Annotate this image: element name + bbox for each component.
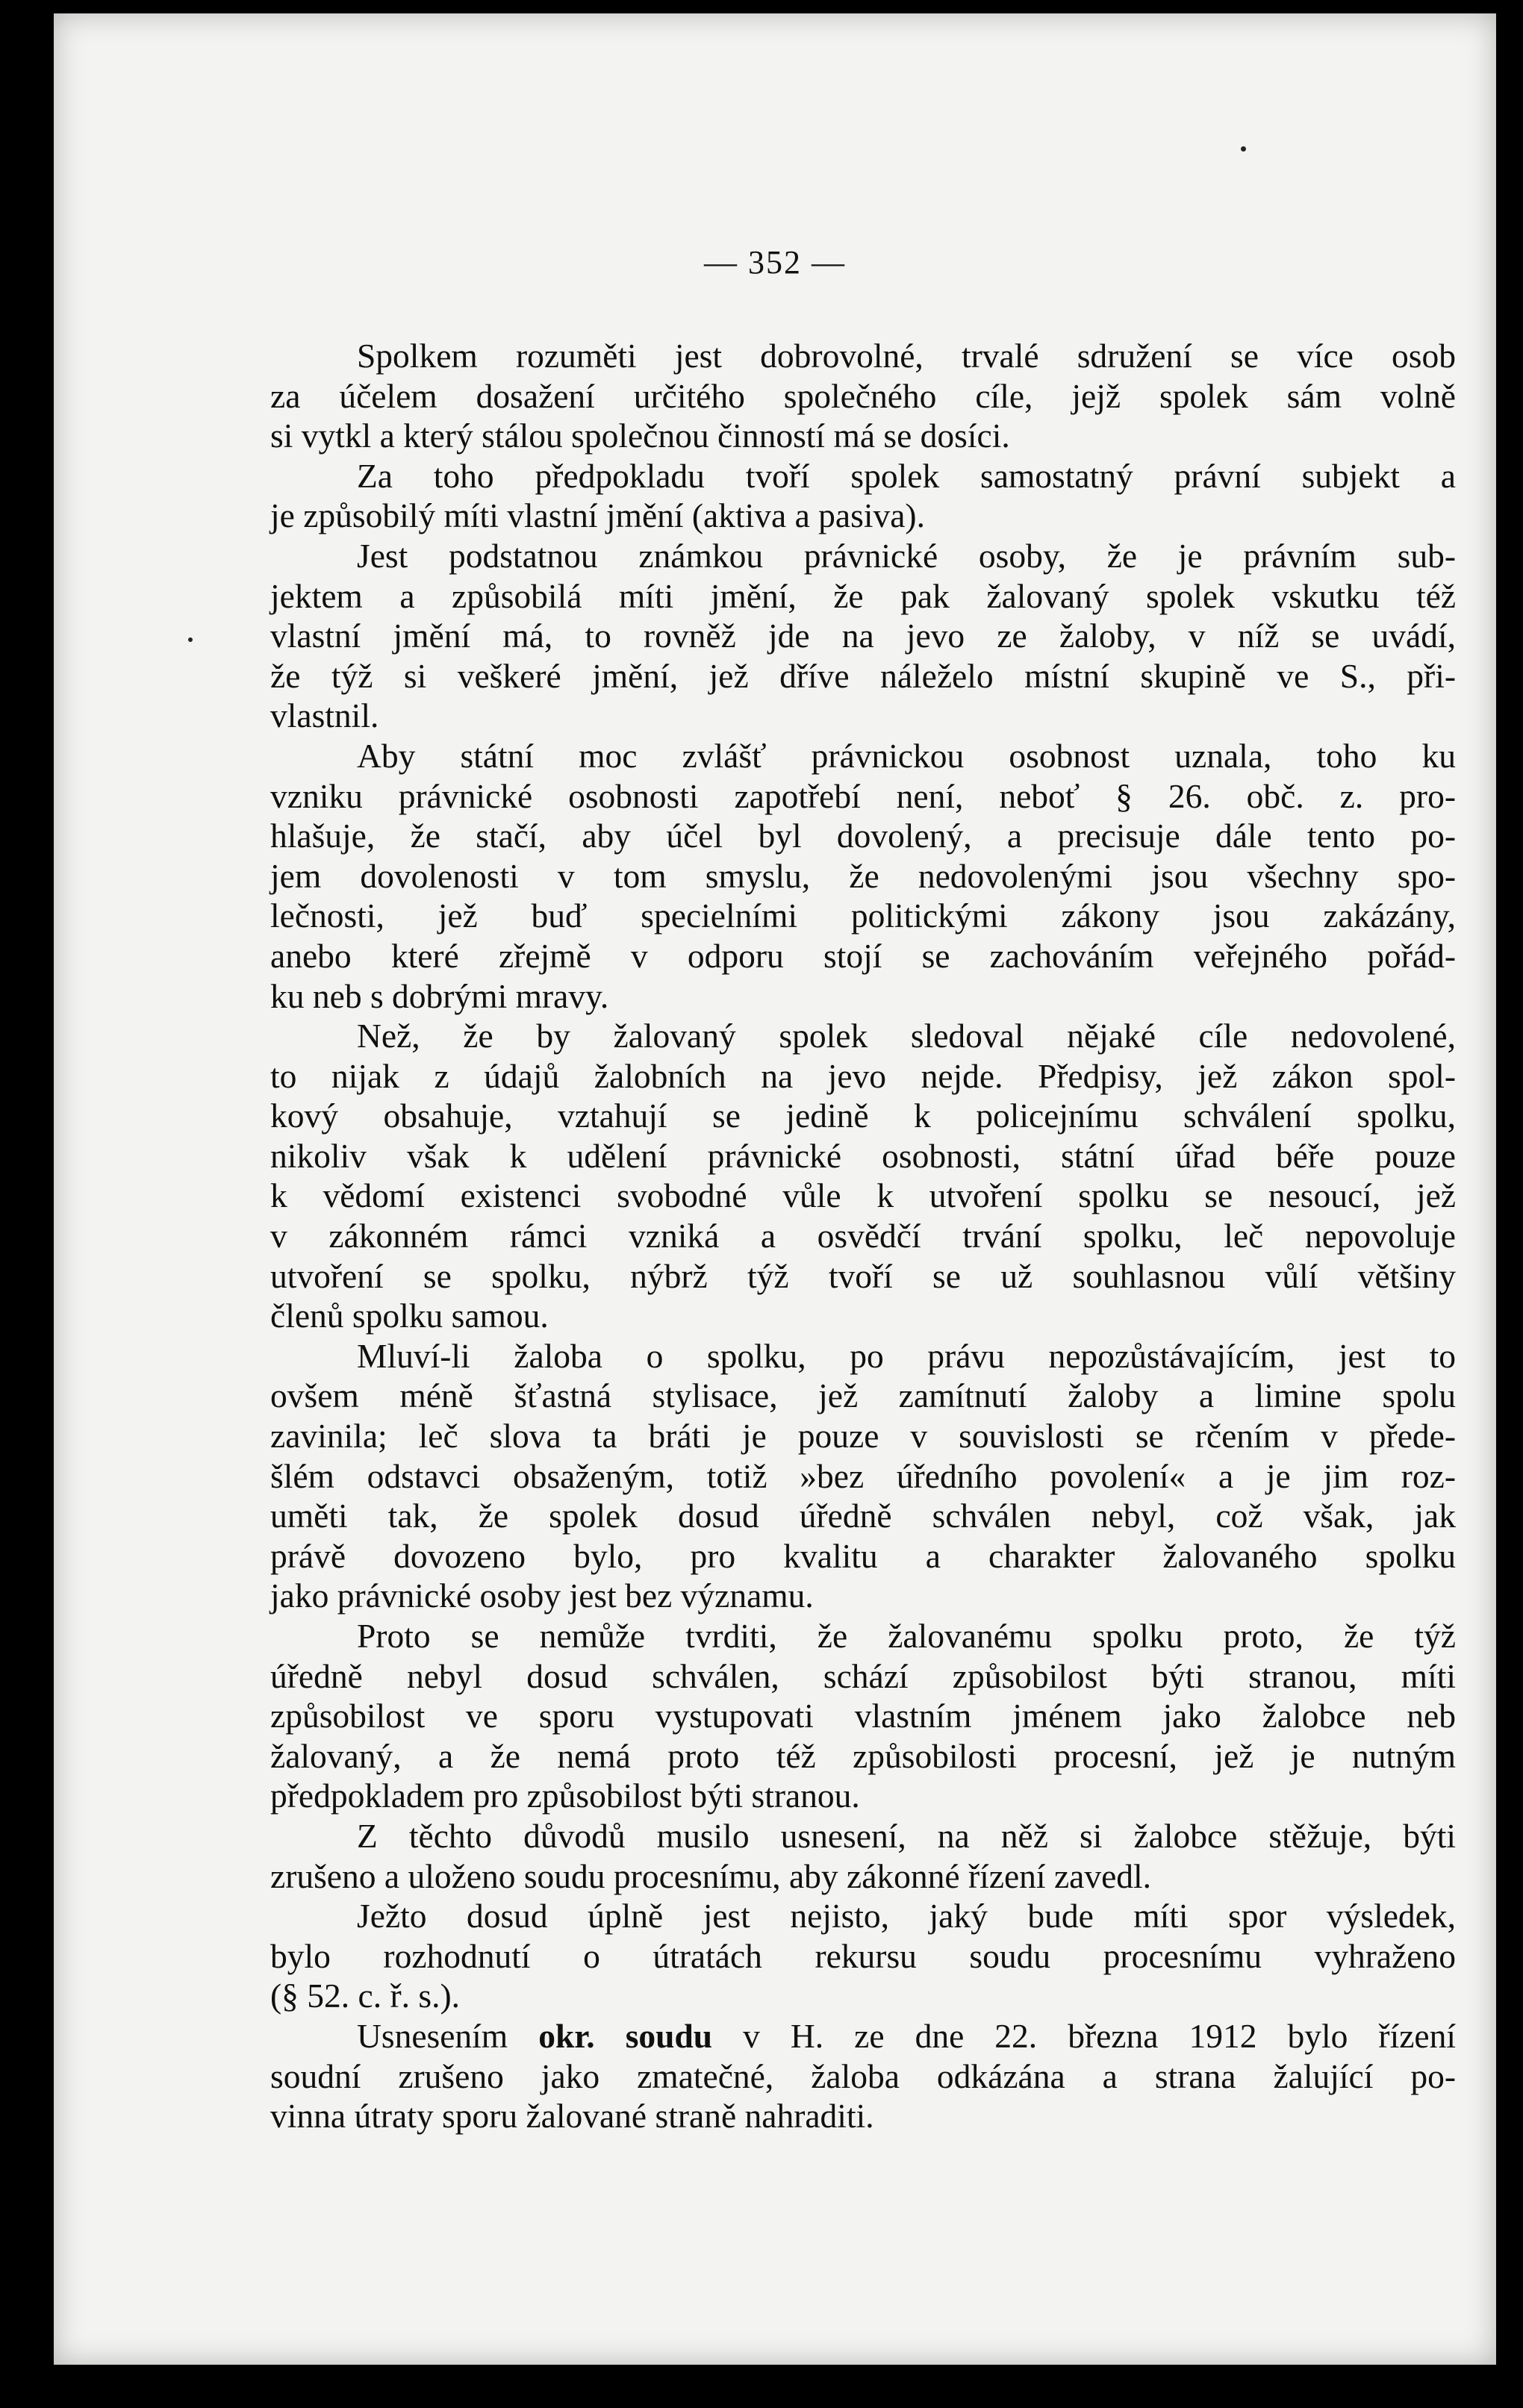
text-line: Mluví-li žaloba o spolku, po právu nepozůstávajícím, jest to (357, 1336, 1456, 1375)
text-line: šlém odstavci obsaženým, totiž »bez úředního povolení« a je jim roz- (270, 1456, 1456, 1495)
text-line: vinna útraty sporu žalované straně nahraditi. (270, 2097, 874, 2136)
paragraph (270, 1896, 1456, 2016)
text-line: Spolkem rozuměti jest dobrovolné, trvalé sdružení se více osob (357, 337, 1456, 375)
text-line: jem dovolenosti v tom smyslu, že nedovolenými jsou všechny spo- (270, 856, 1456, 895)
text-line: žalovaný, a že nemá proto též způsobilosti procesní, jež je nutným (270, 1736, 1456, 1775)
text-line: způsobilost ve sporu vystupovati vlastním jménem jako žalobce neb (270, 1697, 1456, 1735)
text-line: že týž si veškeré jmění, jež dříve náleželo místní skupině ve S., při- (270, 656, 1456, 695)
paragraph (270, 336, 1456, 456)
text-line: v zákonném rámci vzniká a osvědčí trvání spolku, leč nepovoluje (270, 1217, 1456, 1256)
text-line: Z těchto důvodů musilo usnesení, na něž si žalobce stěžuje, býti (357, 1816, 1456, 1855)
text-line: zavinila; leč slova ta bráti je pouze v souvislosti se rčením v přede- (270, 1417, 1456, 1456)
text-line: Jest podstatnou známkou právnické osoby, že je právním sub- (357, 536, 1456, 575)
text-line: za účelem dosažení určitého společného cíle, jejž spolek sám volně (270, 376, 1456, 415)
text-line: jektem a způsobilá míti jmění, že pak žalovaný spolek vskutku též (270, 576, 1456, 615)
text-segment: Usnesením (357, 2016, 539, 2055)
text-line: úředně nebyl dosud schválen, schází způsobilost býti stranou, míti (270, 1656, 1456, 1695)
paragraph (270, 1616, 1456, 1816)
paragraph (270, 1016, 1456, 1336)
text-line: lečnosti, jež buď specielními politickými zákony jsou zakázány, (270, 896, 1456, 935)
text-line: vlastnil. (270, 696, 379, 735)
text-line: bylo rozhodnutí o útratách rekursu soudu procesnímu vyhraženo (270, 1936, 1456, 1975)
text-line: Aby státní moc zvlášť právnickou osobnost uznala, toho ku (357, 736, 1456, 775)
page-number: — 352 — (704, 244, 846, 281)
paragraph (270, 1816, 1456, 1896)
text-line: ovšem méně šťastná stylisace, jež zamítnutí žaloby a limine spolu (270, 1376, 1456, 1415)
text-line: jako právnické osoby jest bez významu. (270, 1576, 814, 1615)
text-line: anebo které zřejmě v odporu stojí se zachováním veřejného pořád- (270, 936, 1456, 975)
text-line: ku neb s dobrými mravy. (270, 976, 609, 1015)
text-line: právě dovozeno bylo, pro kvalitu a charakter žalovaného spolku (270, 1536, 1456, 1575)
text-line: si vytkl a který stálou společnou činností má se dosíci. (270, 417, 1010, 455)
text-line: soudní zrušeno jako zmatečné, žaloba odkázána a strana žalující po- (270, 2056, 1456, 2095)
text-line (270, 2016, 1456, 2056)
paragraph (270, 536, 1456, 736)
text-line: Proto se nemůže tvrditi, že žalovanému spolku proto, že týž (357, 1617, 1456, 1655)
text-line: nikoliv však k udělení právnické osobnosti, státní úřad béře pouze (270, 1136, 1456, 1175)
paragraph (270, 456, 1456, 536)
text-line: utvoření se spolku, nýbrž týž tvoří se už souhlasnou vůlí většiny (270, 1256, 1456, 1295)
text-line: kový obsahuje, vztahují se jedině k policejnímu schválení spolku, (270, 1097, 1456, 1135)
text-segment: v H. ze dne 22. března 1912 bylo řízení (712, 2016, 1456, 2055)
text-line: (§ 52. c. ř. s.). (270, 1977, 460, 2015)
text-line: Ježto dosud úplně jest nejisto, jaký bude míti spor výsledek, (357, 1897, 1456, 1936)
text-line: je způsobilý míti vlastní jmění (aktiva a pasiva). (270, 496, 925, 535)
text-line: Než, že by žalovaný spolek sledoval nějaké cíle nedovolené, (357, 1017, 1456, 1055)
text-line: hlašuje, že stačí, aby účel byl dovolený, a precisuje dále tento po- (270, 817, 1456, 855)
text-body (270, 336, 1456, 2136)
text-line: Za toho předpokladu tvoří spolek samostatný právní subjekt a (357, 456, 1456, 495)
text-line: k vědomí existenci svobodné vůle k utvoření spolku se nesoucí, jež (270, 1176, 1456, 1215)
scan-speck (188, 637, 193, 642)
text-line: členů spolku samou. (270, 1297, 549, 1335)
paragraph (270, 1336, 1456, 1616)
text-line: předpokladem pro způsobilost býti stranou. (270, 1777, 860, 1815)
book-page (54, 13, 1496, 2365)
text-line: to nijak z údajů žalobních na jevo nejde. Předpisy, jež zákon spol- (270, 1056, 1456, 1095)
paragraph (270, 2016, 1456, 2136)
court-name-bold: okr. soudu (538, 2016, 713, 2055)
text-line: vzniku právnické osobnosti zapotřebí není, neboť § 26. obč. z. pro- (270, 776, 1456, 815)
paragraph (270, 736, 1456, 1016)
text-line: zrušeno a uloženo soudu procesnímu, aby zákonné řízení zavedl. (270, 1856, 1152, 1895)
text-line: uměti tak, že spolek dosud úředně schválen nebyl, což však, jak (270, 1497, 1456, 1535)
text-line: vlastní jmění má, to rovněž jde na jevo ze žaloby, v níž se uvádí, (270, 617, 1456, 655)
scan-speck (1241, 146, 1246, 152)
